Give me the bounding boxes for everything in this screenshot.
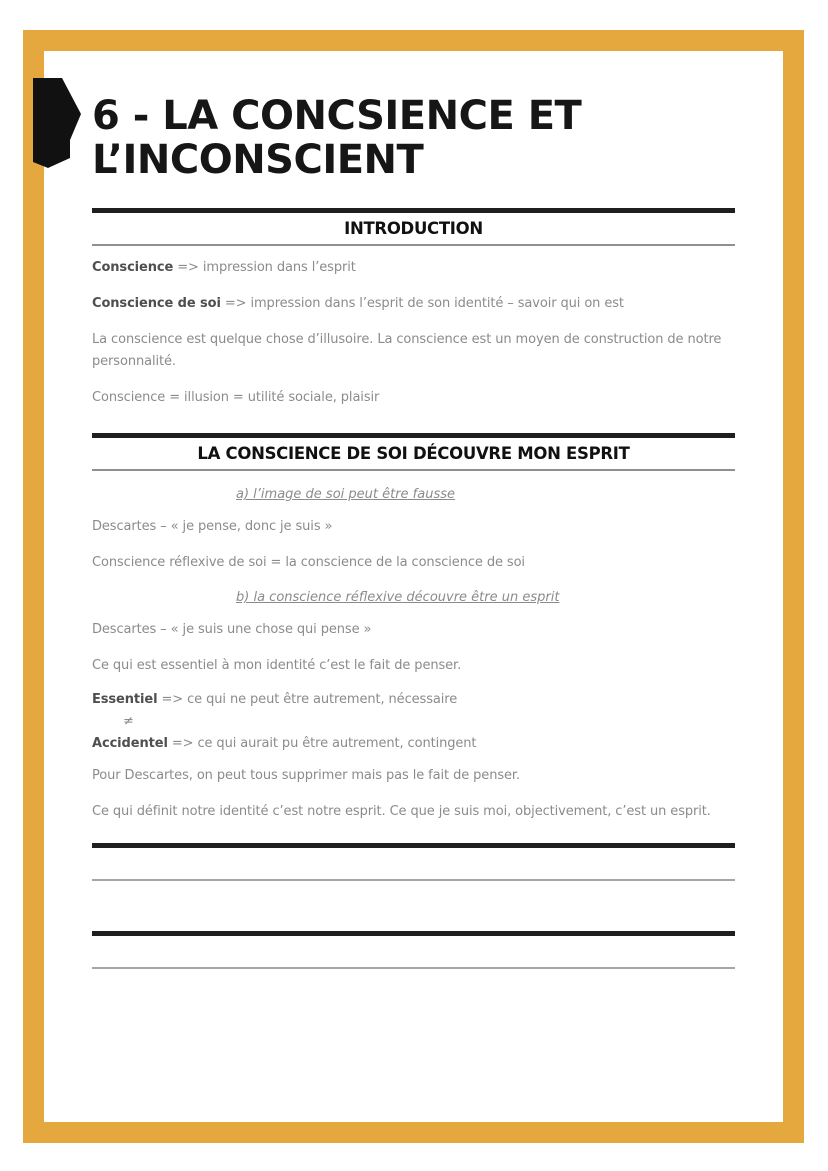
bookmark-icon <box>33 78 81 170</box>
page-border-frame <box>23 30 804 1143</box>
page-title-line2: L’INCONSCIENT <box>92 137 424 183</box>
paragraph-illusion: Conscience = illusion = utilité sociale, plaisir <box>92 390 380 405</box>
empty-section-rule-1 <box>92 843 735 881</box>
subsection-a-heading: a) l’image de soi peut être fausse <box>236 487 456 502</box>
empty-section-heading <box>92 936 735 967</box>
page-title-line1: 6 - LA CONCSIENCE ET <box>92 93 582 139</box>
definition-conscience-de-soi-text: => impression dans l’esprit de son identité – savoir qui on est <box>220 296 624 311</box>
paragraph-conscience-reflexive: Conscience réflexive de soi = la conscience de la conscience de soi <box>92 555 525 570</box>
definition-essentiel-text: => ce qui ne peut être autrement, nécessaire <box>157 692 458 707</box>
term-essentiel: Essentiel <box>92 692 158 707</box>
not-equal-symbol: ≠ <box>123 714 134 729</box>
essentiel-accidentel-block <box>92 689 735 755</box>
paragraph-definit-identite: Ce qui définit notre identité c’est notre esprit. Ce que je suis moi, objectivement, c’est un esprit. <box>92 804 711 819</box>
term-conscience: Conscience <box>92 260 174 275</box>
paragraph-supprimer: Pour Descartes, on peut tous supprimer mais pas le fait de penser. <box>92 768 520 783</box>
paragraph-illusoire: La conscience est quelque chose d’illusoire. La conscience est un moyen de construction de notre personnalité. <box>92 332 722 369</box>
paragraph-essentiel-identite: Ce qui est essentiel à mon identité c’est le fait de penser. <box>92 658 462 673</box>
term-accidentel: Accidentel <box>92 736 168 751</box>
definition-conscience <box>92 257 735 279</box>
paragraph-descartes-chose-qui-pense: Descartes – « je suis une chose qui pense » <box>92 622 372 637</box>
section-heading-conscience-de-soi <box>92 433 735 471</box>
term-conscience-de-soi: Conscience de soi <box>92 296 221 311</box>
definition-accidentel-text: => ce qui aurait pu être autrement, contingent <box>167 736 477 751</box>
section-heading-label: INTRODUCTION <box>344 219 483 238</box>
section-heading-introduction <box>92 208 735 246</box>
section-heading-label: LA CONSCIENCE DE SOI DÉCOUVRE MON ESPRIT <box>197 444 630 463</box>
subsection-b-heading: b) la conscience réflexive découvre être un esprit <box>236 590 560 605</box>
definition-accidentel <box>92 733 735 755</box>
empty-section-rule-2 <box>92 931 735 969</box>
definition-conscience-de-soi <box>92 293 735 315</box>
empty-section-heading <box>92 848 735 879</box>
definition-conscience-text: => impression dans l’esprit <box>173 260 356 275</box>
paragraph-descartes-je-pense: Descartes – « je pense, donc je suis » <box>92 519 333 534</box>
page-title <box>92 94 735 182</box>
page-content <box>44 94 783 1143</box>
definition-essentiel <box>92 689 735 711</box>
